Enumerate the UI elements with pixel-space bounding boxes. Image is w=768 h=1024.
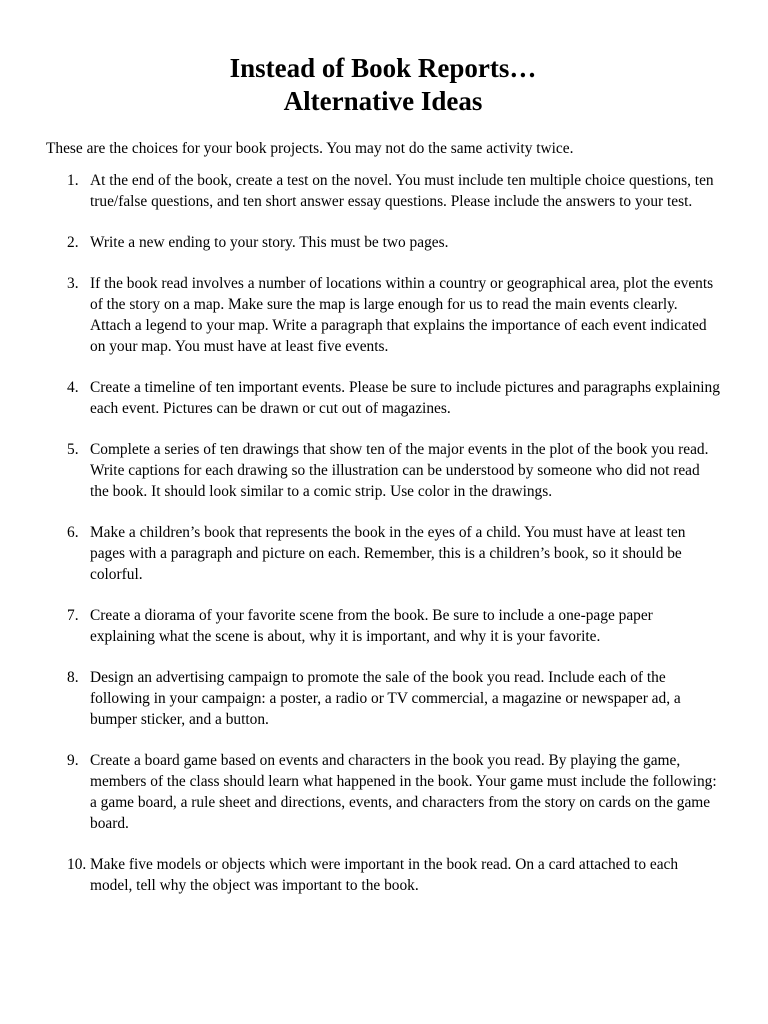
list-item [46, 605, 720, 647]
list-item [46, 232, 720, 253]
title-line-2: Alternative Ideas [283, 86, 483, 116]
list-item [46, 377, 720, 419]
ideas-list [46, 170, 720, 896]
item-number: 5. [67, 441, 79, 458]
list-item [46, 854, 720, 896]
item-number: 10. [67, 856, 87, 873]
item-text: Create a board game based on events and characters in the book you read. By playing the game, members of the class should learn what happened in the book. Your game must include the following: a game board, a rule sheet and directions, events, and characters from the story on cards on the game board. [90, 752, 717, 832]
item-number: 6. [67, 524, 79, 541]
list-item [46, 750, 720, 834]
item-number: 2. [67, 234, 79, 251]
list-item [46, 273, 720, 357]
item-number: 1. [67, 172, 79, 189]
page-title [46, 52, 720, 118]
item-number: 4. [67, 379, 79, 396]
item-text: Make a children’s book that represents the book in the eyes of a child. You must have at least ten pages with a paragraph and picture on each. Remember, this is a children’s book, so it should be colorful. [90, 524, 686, 583]
list-item [46, 170, 720, 212]
item-number: 9. [67, 752, 79, 769]
title-line-1: Instead of Book Reports… [229, 53, 537, 83]
item-text: At the end of the book, create a test on the novel. You must include ten multiple choice questions, ten true/false questions, and ten short answer essay questions. Please include the answers to your test. [90, 172, 714, 210]
item-number: 7. [67, 607, 79, 624]
item-number: 3. [67, 275, 79, 292]
intro-paragraph: These are the choices for your book projects. You may not do the same activity twice. [46, 140, 574, 157]
list-item [46, 522, 720, 585]
list-item [46, 439, 720, 502]
item-text: Create a diorama of your favorite scene from the book. Be sure to include a one-page paper explaining what the scene is about, why it is important, and why it is your favorite. [90, 607, 653, 645]
item-text: Design an advertising campaign to promote the sale of the book you read. Include each of the following in your campaign: a poster, a radio or TV commercial, a magazine or newspaper ad, a bumper sticker, and a button. [90, 669, 681, 728]
item-number: 8. [67, 669, 79, 686]
list-item [46, 667, 720, 730]
item-text: Make five models or objects which were important in the book read. On a card attached to each model, tell why the object was important to the book. [90, 856, 679, 894]
item-text: Write a new ending to your story. This must be two pages. [90, 234, 449, 251]
item-text: Create a timeline of ten important events. Please be sure to include pictures and paragraphs explaining each event. Pictures can be drawn or cut out of magazines. [90, 379, 720, 417]
item-text: If the book read involves a number of locations within a country or geographical area, plot the events of the story on a map. Make sure the map is large enough for us to read the main events clearly. Attach a legend to your map. Write a paragraph that explains the importance of each event indicated on your map. You must have at least five events. [90, 275, 714, 355]
item-text: Complete a series of ten drawings that show ten of the major events in the plot of the book you read. Write captions for each drawing so the illustration can be understood by someone who did not read the book. It should look similar to a comic strip. Use color in the drawings. [90, 441, 709, 500]
